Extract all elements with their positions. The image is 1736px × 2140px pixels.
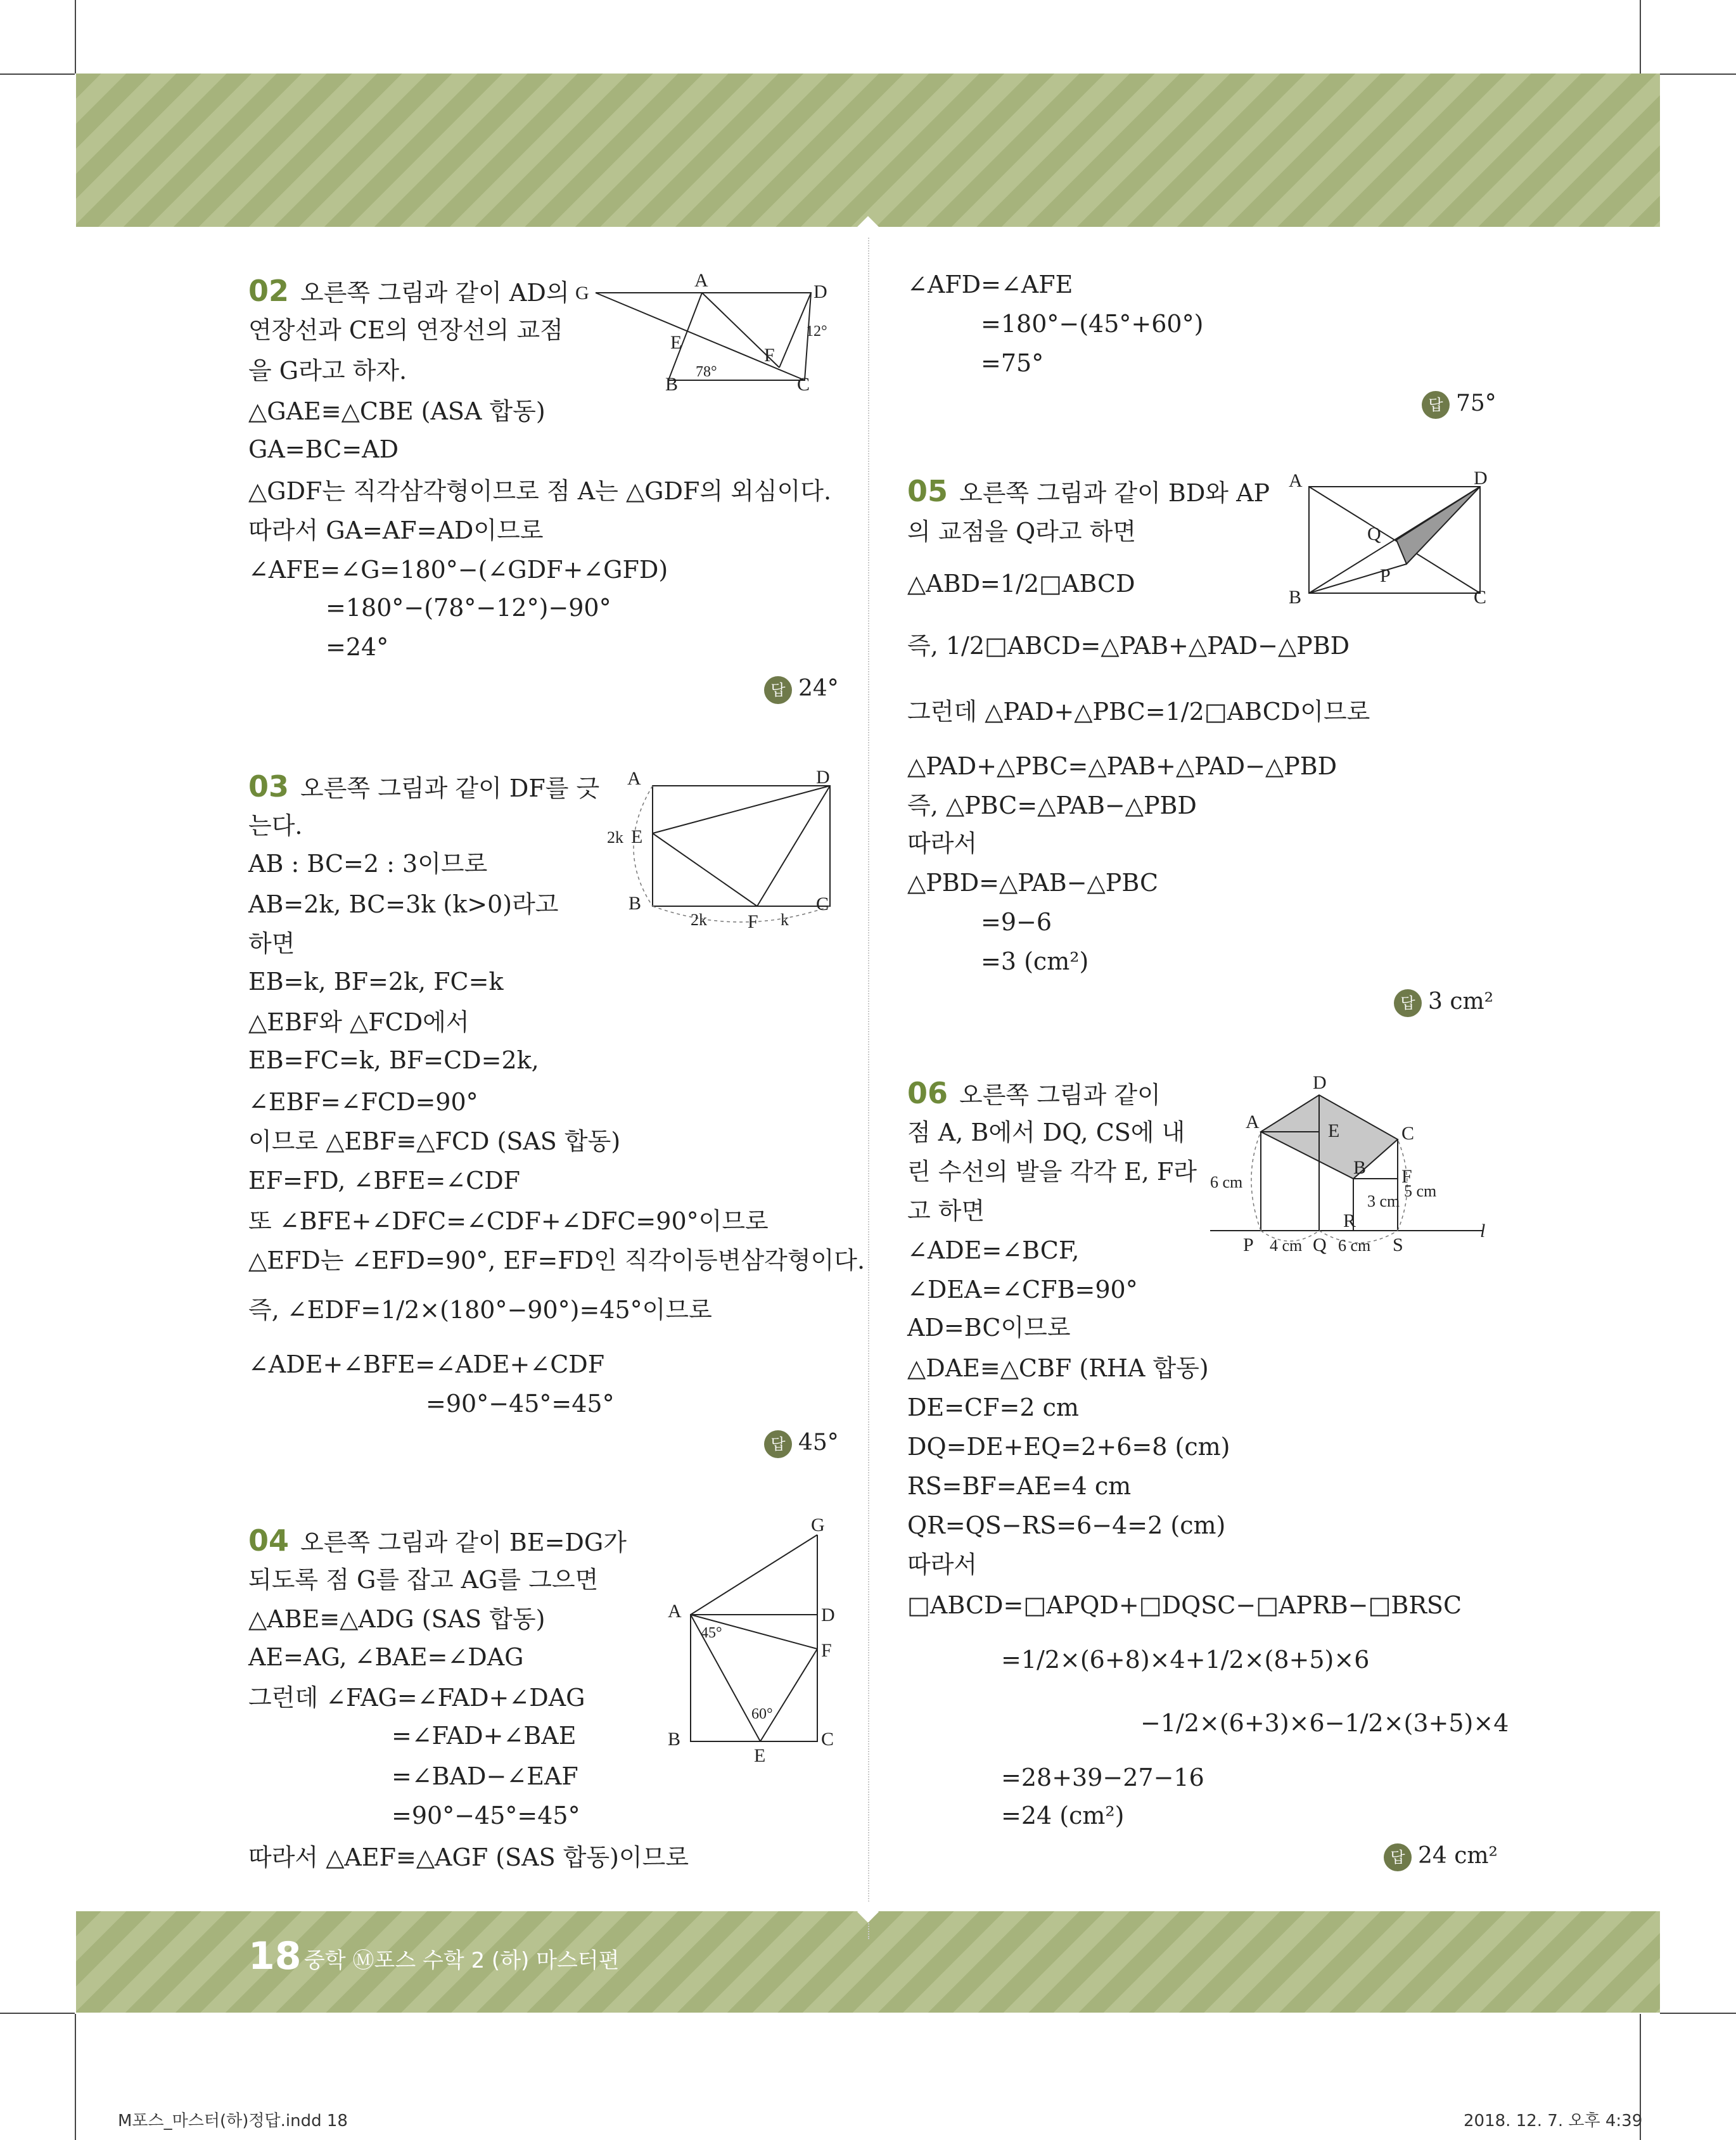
problem-04-line-5: 그런데 ∠FAG=∠FAD+∠DAG bbox=[248, 1684, 585, 1712]
problem-06-line-4: 고 하면 bbox=[907, 1197, 985, 1225]
problem-03-line-13: △EFD는 ∠EFD=90°, EF=FD인 직각이등변삼각형이다. bbox=[248, 1246, 865, 1274]
label-E: E bbox=[670, 332, 682, 353]
figure-03 bbox=[602, 767, 843, 932]
problem-number: 02 bbox=[248, 274, 290, 308]
problem-03-line-2: 는다. bbox=[248, 812, 303, 840]
crop-mark bbox=[0, 74, 75, 75]
problem-06-line-14: □ABCD=□APQD+□DQSC−□APRB−□BRSC bbox=[907, 1591, 1462, 1619]
problem-06-line-13: 따라서 bbox=[907, 1551, 978, 1579]
problem-02-line-5: GA=BC=AD bbox=[248, 435, 399, 463]
label-F: F bbox=[764, 345, 775, 366]
problem-03-line-3: AB : BC=2 : 3이므로 bbox=[248, 850, 488, 878]
problem-05-line-4: 즉, 1/2□ABCD=△PAB+△PAD−△PBD bbox=[907, 632, 1350, 660]
label-l: l bbox=[1480, 1221, 1486, 1241]
crop-mark bbox=[1660, 2013, 1736, 2014]
problem-06-line-9: DE=CF=2 cm bbox=[907, 1394, 1079, 1421]
problem-05-line-11: =3 (cm²) bbox=[981, 947, 1089, 975]
figure-06 bbox=[1204, 1071, 1495, 1267]
problem-04-cont-line-3: =75° bbox=[981, 349, 1044, 377]
length-3cm: 3 cm bbox=[1367, 1192, 1400, 1210]
label-C: C bbox=[816, 894, 829, 914]
problem-06-line-2: 점 A, B에서 DQ, CS에 내 bbox=[907, 1118, 1185, 1146]
problem-03-line-12: 또 ∠BFE+∠DFC=∠CDF+∠DFC=90°이므로 bbox=[248, 1207, 769, 1235]
problem-03-line-4: AB=2k, BC=3k (k>0)라고 bbox=[248, 890, 559, 918]
column-divider bbox=[868, 228, 869, 1939]
problem-05-line-5: 그런데 △PAD+△PBC=1/2□ABCD이므로 bbox=[907, 698, 1370, 726]
answer-badge: 답 bbox=[1422, 391, 1450, 419]
label-F: F bbox=[1401, 1166, 1412, 1187]
label-B: B bbox=[1353, 1157, 1367, 1178]
label-C: C bbox=[1401, 1123, 1415, 1144]
problem-06-line-17: =28+39−27−16 bbox=[1001, 1764, 1204, 1791]
answer-03: 답 45° bbox=[764, 1430, 839, 1458]
angle-78: 78° bbox=[696, 364, 717, 380]
problem-03-line-5: 하면 bbox=[248, 930, 295, 958]
problem-05-line-10: =9−6 bbox=[981, 908, 1052, 936]
problem-02-line-7: 따라서 GA=AF=AD이므로 bbox=[248, 516, 544, 544]
label-2k-bottom: 2k bbox=[691, 911, 707, 929]
label-Q: Q bbox=[1313, 1234, 1327, 1255]
label-F: F bbox=[821, 1640, 832, 1661]
problem-05-line-2: 의 교점을 Q라고 하면 bbox=[907, 518, 1137, 546]
label-C: C bbox=[821, 1729, 834, 1750]
answer-04: 답 75° bbox=[1422, 390, 1497, 419]
page-number: 18 bbox=[248, 1934, 302, 1978]
label-C: C bbox=[797, 374, 810, 395]
label-D: D bbox=[821, 1605, 835, 1625]
label-P: P bbox=[1243, 1234, 1254, 1255]
problem-06-line-12: QR=QS−RS=6−4=2 (cm) bbox=[907, 1511, 1226, 1539]
label-B: B bbox=[629, 893, 642, 914]
problem-05-line-8: 따라서 bbox=[907, 830, 978, 857]
answer-06: 답 24 cm² bbox=[1384, 1843, 1498, 1871]
label-E: E bbox=[631, 826, 643, 847]
header-band bbox=[76, 74, 1660, 227]
problem-number: 03 bbox=[248, 769, 290, 804]
crop-mark bbox=[0, 2013, 75, 2014]
length-6cm-left: 6 cm bbox=[1210, 1173, 1243, 1191]
length-6cm-bottom: 6 cm bbox=[1338, 1236, 1371, 1255]
label-A: A bbox=[627, 768, 641, 789]
problem-03-line-7: △EBF와 △FCD에서 bbox=[248, 1008, 469, 1036]
label-R: R bbox=[1343, 1210, 1356, 1231]
problem-06-line-11: RS=BF=AE=4 cm bbox=[907, 1472, 1132, 1500]
problem-06-line-18: =24 (cm²) bbox=[1001, 1802, 1125, 1829]
problem-06-line-10: DQ=DE+EQ=2+6=8 (cm) bbox=[907, 1433, 1230, 1461]
angle-45: 45° bbox=[701, 1625, 722, 1641]
problem-03-line-8: EB=FC=k, BF=CD=2k, bbox=[248, 1046, 539, 1074]
problem-06-line-8: △DAE≡△CBF (RHA 합동) bbox=[907, 1354, 1209, 1382]
label-A: A bbox=[1246, 1112, 1260, 1132]
problem-02-line-3: 을 G라고 하자. bbox=[248, 357, 407, 385]
problem-02-line-10: =24° bbox=[326, 633, 389, 661]
label-D: D bbox=[816, 767, 830, 788]
answer-05: 답 3 cm² bbox=[1394, 989, 1493, 1017]
problem-06-line-16: −1/2×(6+3)×6−1/2×(3+5)×4 bbox=[1140, 1709, 1509, 1737]
problem-05-line-1: 05 오른쪽 그림과 같이 BD와 AP bbox=[907, 474, 1270, 508]
problem-02-line-8: ∠AFE=∠G=180°−(∠GDF+∠GFD) bbox=[248, 556, 668, 584]
figure-04 bbox=[665, 1516, 849, 1769]
problem-04-line-6: =∠FAD+∠BAE bbox=[392, 1722, 577, 1750]
crop-mark bbox=[1640, 0, 1641, 74]
answer-badge: 답 bbox=[764, 1430, 792, 1458]
label-D: D bbox=[1313, 1072, 1327, 1093]
answer-badge: 답 bbox=[764, 676, 792, 704]
problem-03-line-15: ∠ADE+∠BFE=∠ADE+∠CDF bbox=[248, 1350, 605, 1378]
book-title: 중학 Ⓜ포스 수학 2 (하) 마스터편 bbox=[304, 1948, 620, 1973]
label-A: A bbox=[694, 270, 708, 291]
figure-02 bbox=[570, 266, 843, 399]
label-S: S bbox=[1393, 1234, 1403, 1255]
problem-03-line-14: 즉, ∠EDF=1/2×(180°−90°)=45°이므로 bbox=[248, 1296, 712, 1324]
problem-04-line-2: 되도록 점 G를 잡고 AG를 그으면 bbox=[248, 1566, 599, 1594]
problem-02-line-4: △GAE≡△CBE (ASA 합동) bbox=[248, 397, 546, 425]
problem-number: 06 bbox=[907, 1076, 948, 1110]
label-E: E bbox=[1328, 1120, 1340, 1141]
crop-mark bbox=[75, 0, 76, 74]
answer-badge: 답 bbox=[1384, 1843, 1412, 1871]
label-B: B bbox=[1289, 587, 1302, 608]
problem-02-line-6: △GDF는 직각삼각형이므로 점 A는 △GDF의 외심이다. bbox=[248, 477, 832, 505]
answer-02: 답 24° bbox=[764, 676, 839, 704]
problem-03-line-10: 이므로 △EBF≡△FCD (SAS 합동) bbox=[248, 1127, 621, 1155]
problem-04-line-4: AE=AG, ∠BAE=∠DAG bbox=[248, 1643, 524, 1671]
label-D: D bbox=[814, 281, 827, 302]
answer-badge: 답 bbox=[1394, 989, 1422, 1017]
label-D: D bbox=[1474, 469, 1488, 489]
problem-03-line-1: 03 오른쪽 그림과 같이 DF를 긋 bbox=[248, 769, 600, 804]
problem-05-line-6: △PAD+△PBC=△PAB+△PAD−△PBD bbox=[907, 752, 1337, 780]
label-F: F bbox=[748, 911, 758, 932]
problem-04-cont-line-1: ∠AFD=∠AFE bbox=[907, 271, 1073, 298]
problem-04-line-9: 따라서 △AEF≡△AGF (SAS 합동)이므로 bbox=[248, 1843, 689, 1871]
label-Q: Q bbox=[1367, 523, 1381, 544]
problem-04-line-3: △ABE≡△ADG (SAS 합동) bbox=[248, 1605, 546, 1633]
label-A: A bbox=[668, 1601, 682, 1622]
problem-04-cont-line-2: =180°−(45°+60°) bbox=[981, 310, 1204, 338]
problem-06-line-1: 06 오른쪽 그림과 같이 bbox=[907, 1076, 1161, 1110]
angle-12: 12° bbox=[806, 323, 827, 340]
problem-06-line-3: 린 수선의 발을 각각 E, F라 bbox=[907, 1158, 1197, 1186]
problem-02-line-2: 연장선과 CE의 연장선의 교점 bbox=[248, 316, 563, 344]
problem-04-line-7: =∠BAD−∠EAF bbox=[392, 1762, 578, 1790]
length-5cm: 5 cm bbox=[1404, 1182, 1437, 1200]
label-P: P bbox=[1380, 565, 1391, 586]
problem-02-line-1: 02 오른쪽 그림과 같이 AD의 bbox=[248, 274, 570, 308]
problem-05-line-3: △ABD=1/2□ABCD bbox=[907, 570, 1135, 598]
slug-date: 2018. 12. 7. 오후 4:39 bbox=[1464, 2111, 1643, 2130]
slug-file: M포스_마스터(하)정답.indd 18 bbox=[118, 2111, 348, 2130]
label-2k-left: 2k bbox=[607, 828, 623, 847]
label-E: E bbox=[754, 1745, 766, 1766]
problem-06-line-7: AD=BC이므로 bbox=[907, 1314, 1071, 1342]
problem-03-line-16: =90°−45°=45° bbox=[426, 1390, 615, 1418]
problem-06-line-5: ∠ADE=∠BCF, bbox=[907, 1236, 1080, 1264]
figure-05 bbox=[1280, 469, 1495, 608]
problem-03-line-9: ∠EBF=∠FCD=90° bbox=[248, 1088, 478, 1116]
problem-05-line-9: △PBD=△PAB−△PBC bbox=[907, 869, 1159, 897]
label-A: A bbox=[1289, 470, 1303, 491]
crop-mark bbox=[1660, 74, 1736, 75]
label-B: B bbox=[665, 374, 679, 395]
label-G: G bbox=[811, 1516, 825, 1535]
label-B: B bbox=[668, 1729, 681, 1750]
problem-number: 04 bbox=[248, 1523, 290, 1558]
problem-05-line-7: 즉, △PBC=△PAB−△PBD bbox=[907, 791, 1197, 819]
problem-04-line-1: 04 오른쪽 그림과 같이 BE=DG가 bbox=[248, 1523, 627, 1558]
angle-60: 60° bbox=[751, 1706, 773, 1722]
problem-04-line-8: =90°−45°=45° bbox=[392, 1802, 580, 1829]
length-4cm: 4 cm bbox=[1270, 1236, 1303, 1255]
crop-mark bbox=[75, 2014, 76, 2140]
problem-06-line-15: =1/2×(6+8)×4+1/2×(8+5)×6 bbox=[1001, 1646, 1370, 1674]
problem-06-line-6: ∠DEA=∠CFB=90° bbox=[907, 1276, 1138, 1304]
problem-03-line-6: EB=k, BF=2k, FC=k bbox=[248, 968, 504, 996]
problem-number: 05 bbox=[907, 474, 948, 508]
label-C: C bbox=[1474, 587, 1487, 608]
problem-03-line-11: EF=FD, ∠BFE=∠CDF bbox=[248, 1167, 521, 1195]
label-k: k bbox=[781, 911, 789, 929]
label-G: G bbox=[575, 283, 589, 304]
problem-02-line-9: =180°−(78°−12°)−90° bbox=[326, 594, 611, 622]
